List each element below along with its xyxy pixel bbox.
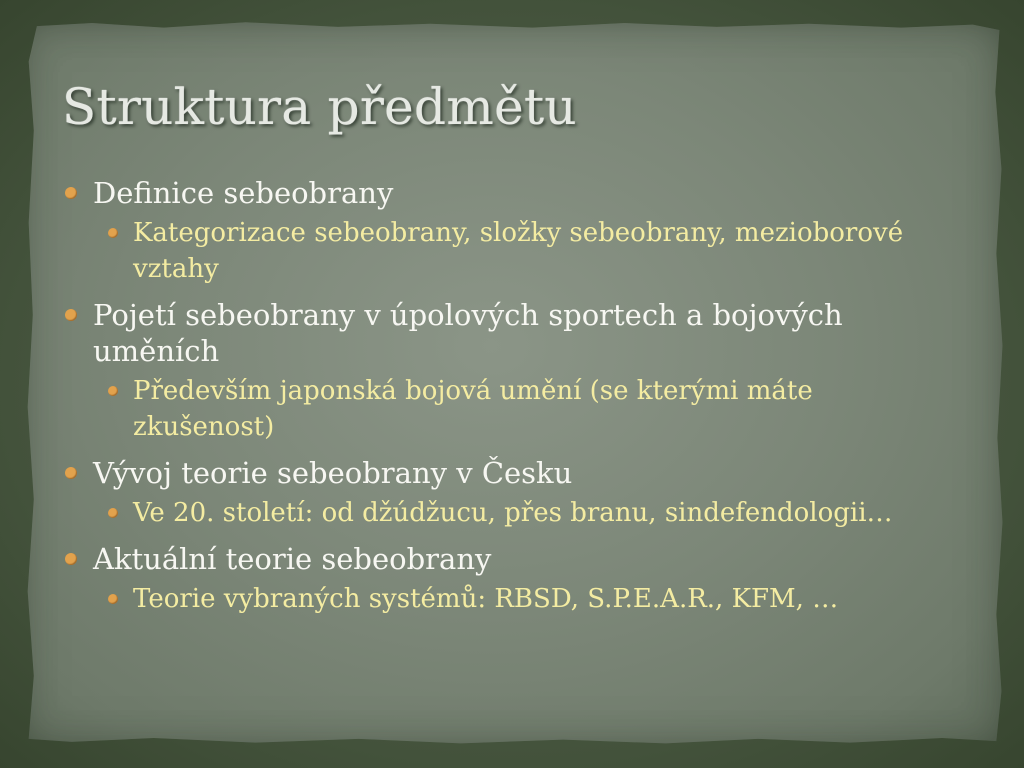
sub-bullet-text: Ve 20. století: od džúdžucu, přes branu, sindefendologii… bbox=[133, 498, 893, 528]
sub-bullet-item-4 bbox=[62, 581, 942, 617]
bullet-list bbox=[62, 175, 942, 617]
bullet-text: Aktuální teorie sebeobrany bbox=[93, 542, 492, 576]
bullet-dot-icon bbox=[65, 309, 77, 321]
bullet-item-3 bbox=[62, 455, 942, 491]
bullet-dot-icon bbox=[108, 594, 118, 604]
sub-bullet-text: Především japonská bojová umění (se kterými máte zkušenost) bbox=[133, 376, 813, 442]
bullet-item-1 bbox=[62, 175, 942, 211]
bullet-dot-icon bbox=[65, 187, 77, 199]
bullet-dot-icon bbox=[108, 386, 118, 396]
bullet-item-2 bbox=[62, 297, 942, 369]
bullet-text: Vývoj teorie sebeobrany v Česku bbox=[93, 456, 573, 490]
sub-bullet-item-1 bbox=[62, 215, 942, 287]
bullet-dot-icon bbox=[65, 467, 77, 479]
slide-title: Struktura předmětu bbox=[62, 78, 577, 136]
sub-bullet-item-3 bbox=[62, 495, 942, 531]
bullet-text: Definice sebeobrany bbox=[93, 176, 394, 210]
bullet-text: Pojetí sebeobrany v úpolových sportech a bojových uměních bbox=[93, 298, 843, 368]
bullet-dot-icon bbox=[65, 553, 77, 565]
sub-bullet-text: Kategorizace sebeobrany, složky sebeobrany, mezioborové vztahy bbox=[133, 218, 904, 284]
sub-bullet-text: Teorie vybraných systémů: RBSD, S.P.E.A.R., KFM, … bbox=[133, 584, 839, 614]
bullet-dot-icon bbox=[108, 508, 118, 518]
bullet-item-4 bbox=[62, 541, 942, 577]
bullet-dot-icon bbox=[108, 228, 118, 238]
sub-bullet-item-2 bbox=[62, 373, 942, 445]
